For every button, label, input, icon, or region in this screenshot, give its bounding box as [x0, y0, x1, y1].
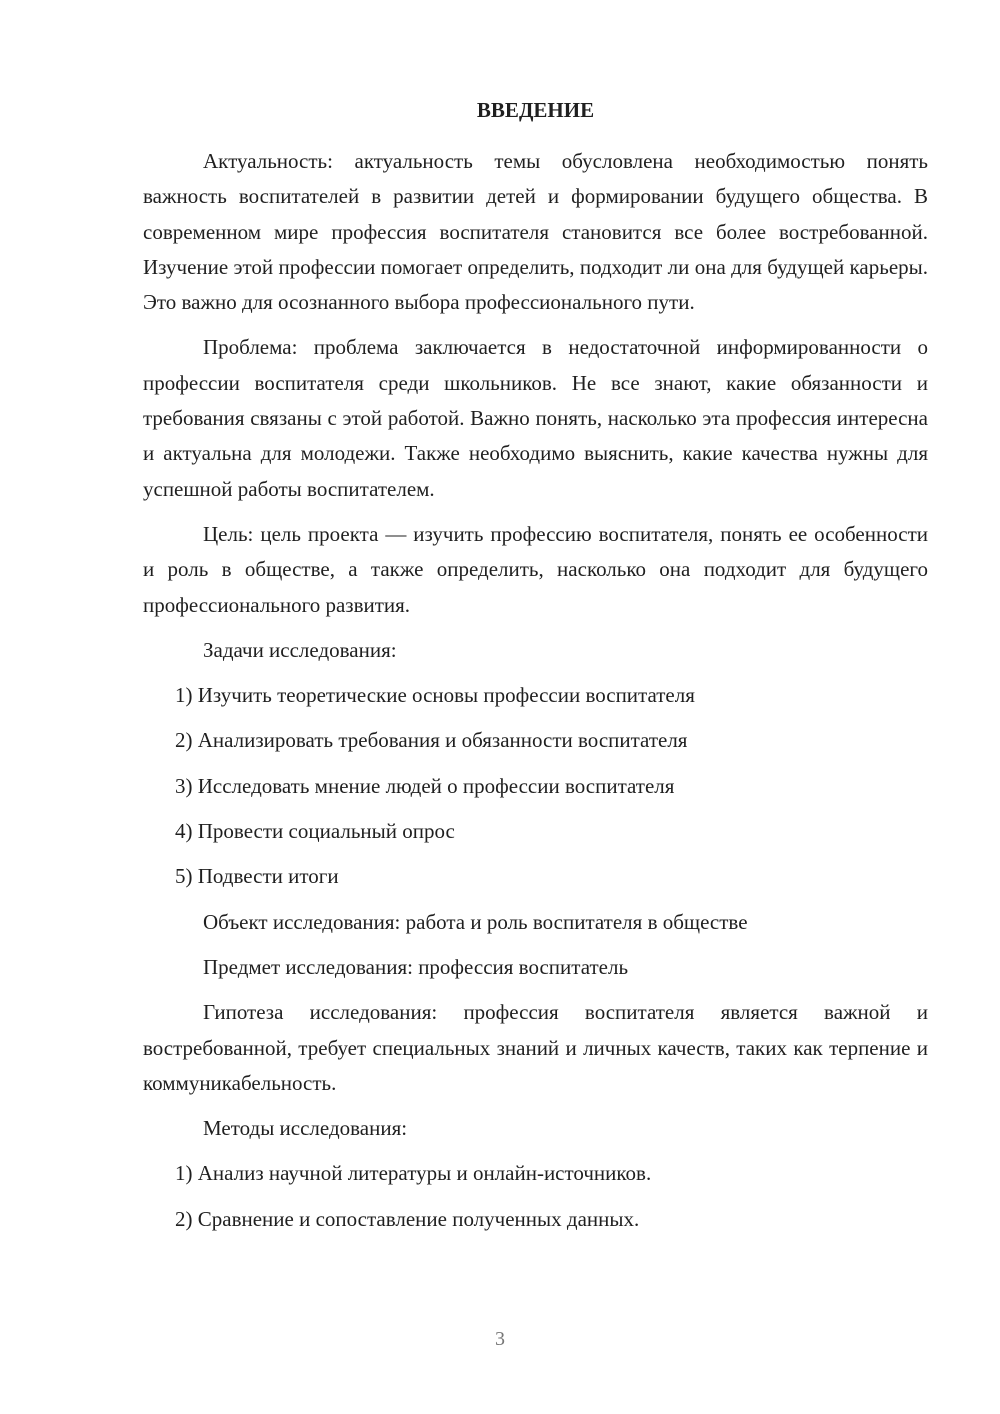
- page-title: ВВЕДЕНИЕ: [476, 98, 595, 122]
- list-item: 3) Исследовать мнение людей о профессии воспитателя: [175, 773, 675, 798]
- list-item: 2) Сравнение и сопоставление полученных данных.: [175, 1206, 640, 1231]
- methods-list: [143, 1156, 928, 1236]
- research-subject: Предмет исследования: профессия воспитатель: [203, 954, 629, 979]
- methods-heading: Методы исследования:: [203, 1116, 408, 1141]
- research-object: Объект исследования: работа и роль воспитателя в обществе: [203, 909, 748, 934]
- hypothesis-paragraph: Гипотеза исследования: профессия воспитателя является важной и востребованной, требует специальных знаний и личных качеств, таких как терпение и коммуникабельность.: [143, 1000, 928, 1095]
- relevance-paragraph: Актуальность: актуальность темы обусловлена необходимостью понять важность воспитателей в развитии детей и формировании будущего общества. В современном мире профессия воспитателя становится все более востребованной. Изучение этой профессии помогает определить, подходит ли она для будущей карьеры. Это важно для осознанного выбора профессионального пути.: [143, 149, 928, 315]
- list-item: 4) Провести социальный опрос: [175, 819, 455, 844]
- list-item: 2) Анализировать требования и обязанности воспитателя: [175, 728, 688, 753]
- page-number: 3: [495, 1328, 505, 1350]
- goal-paragraph: Цель: цель проекта — изучить профессию воспитателя, понять ее особенности и роль в обществе, а также определить, насколько она подходит для будущего профессионального развития.: [143, 521, 928, 617]
- tasks-heading: Задачи исследования:: [203, 637, 397, 662]
- list-item: 1) Изучить теоретические основы профессии воспитателя: [175, 683, 695, 708]
- problem-paragraph: Проблема: проблема заключается в недостаточной информированности о профессии воспитателя среди школьников. Не все знают, какие обязанности и требования связаны с этой работой. Важно понять, насколько эта профессия интересна и актуальна для молодежи. Также необходимо выяснить, какие качества нужны для успешной работы воспитателем.: [143, 335, 928, 501]
- tasks-list: [143, 678, 928, 894]
- list-item: 5) Подвести итоги: [175, 864, 339, 889]
- document-page: [143, 92, 928, 1247]
- list-item: 1) Анализ научной литературы и онлайн-источников.: [175, 1161, 652, 1186]
